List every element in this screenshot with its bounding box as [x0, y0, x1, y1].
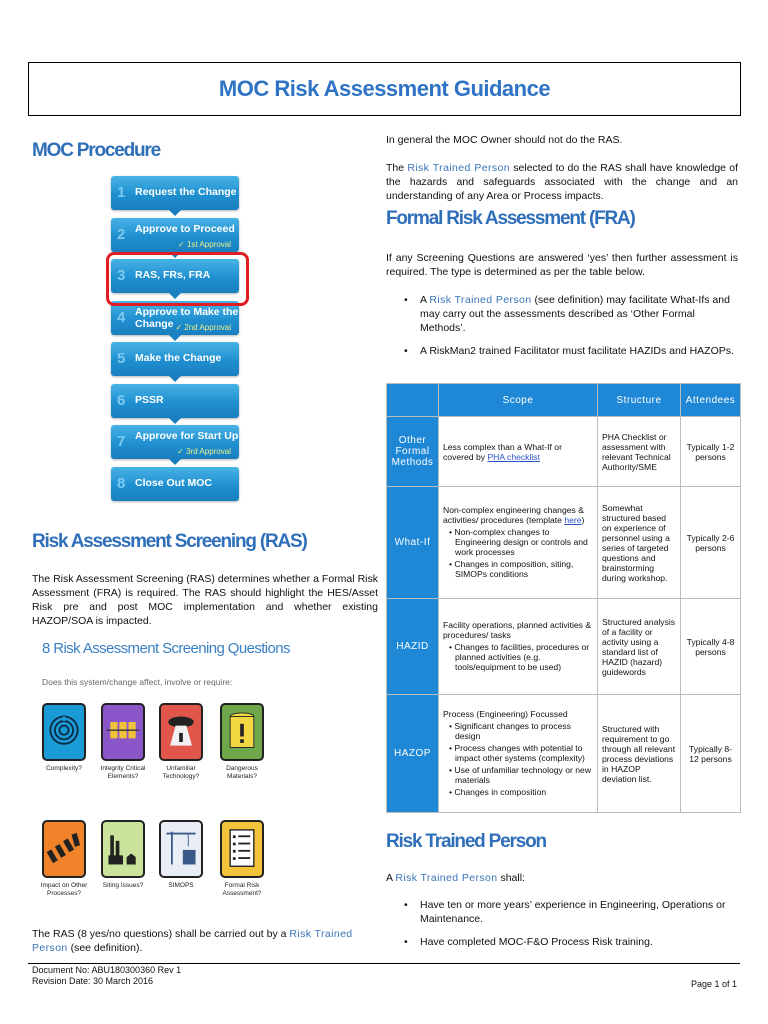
header-attendees: Attendees	[681, 384, 741, 417]
dominoes-icon	[42, 820, 86, 878]
risk-trained-person-ref: Risk Trained Person	[429, 294, 532, 306]
crane-icon	[159, 820, 203, 878]
rtp-intro	[386, 161, 738, 203]
title-box	[28, 62, 741, 116]
step-approval: ✓ 2nd Approval	[175, 322, 231, 332]
moc-flowchart	[111, 176, 239, 508]
factory-icon	[101, 820, 145, 878]
header-scope: Scope	[439, 384, 598, 417]
step-number: 8	[117, 474, 126, 492]
fra-description: If any Screening Questions are answered ‘yes’ then further assessment is required. The type is determined as per the table below.	[386, 252, 738, 278]
table-row	[387, 695, 741, 813]
footer-page: Page 1 of 1	[691, 979, 738, 989]
maze-icon	[42, 703, 86, 761]
rtp-requirement: • Have completed MOC-F&O Process Risk training.	[402, 935, 738, 949]
current-step-highlight	[106, 252, 249, 306]
ras-bottom-text	[32, 927, 378, 955]
table-row	[387, 487, 741, 599]
row-attendees: Typically 2-6 persons	[681, 487, 741, 599]
step-number: 7	[117, 433, 126, 450]
step-label: PSSR	[135, 393, 164, 406]
row-scope	[439, 487, 598, 599]
header-structure: Structure	[598, 384, 681, 417]
fra-heading: Formal Risk Assessment (FRA)	[386, 208, 635, 229]
ras-bottom-pre: The RAS (8 yes/no questions) shall be carried out by a	[32, 928, 287, 940]
flow-step-7	[111, 425, 239, 459]
question-label: Formal Risk Assessment?	[222, 882, 262, 897]
scope-item: • Non-complex changes to Engineering design or controls and work processes	[449, 527, 593, 557]
question-label: SIMOPS	[168, 882, 194, 889]
checklist-icon	[220, 820, 264, 878]
scope-text-post: )	[581, 514, 585, 525]
question-technology	[150, 703, 212, 781]
risk-trained-person-ref: Risk Trained Person	[407, 162, 511, 174]
table-row	[387, 417, 741, 487]
scope-item: • Significant changes to process design	[449, 721, 593, 741]
fra-b1-pre: A	[420, 294, 427, 306]
row-method: HAZID	[387, 599, 439, 695]
question-impact	[33, 820, 95, 898]
question-complexity	[33, 703, 95, 773]
scope-text: Non-complex engineering changes & activities/ procedures (template	[443, 504, 584, 525]
step-label: Approve to Proceed	[135, 222, 235, 235]
flow-step-1	[111, 176, 239, 210]
scope-item: • Changes in composition, siting, SIMOPs conditions	[449, 559, 593, 579]
step-label: Approve to Make the Change	[135, 305, 239, 330]
screening-questions-subtitle: Does this system/change affect, involve or require:	[42, 677, 233, 687]
row-structure: PHA Checklist or assessment with relevant Technical Authority/SME	[598, 417, 681, 487]
row-scope	[439, 599, 598, 695]
step-number: 3	[117, 267, 126, 284]
row-structure: Somewhat structured based on experience of personnel using a series of targeted questions and brainstorming during workshop.	[598, 487, 681, 599]
scope-text: Facility operations, planned activities & procedures/ tasks	[443, 619, 592, 640]
page-title: MOC Risk Assessment Guidance	[218, 76, 551, 101]
step-approval: ✓ 3rd Approval	[177, 447, 231, 456]
scope-item: • Use of unfamiliar technology or new materials	[449, 765, 593, 785]
row-method: HAZOP	[387, 695, 439, 813]
step-number: 4	[117, 308, 126, 326]
template-here-link[interactable]: here	[564, 514, 582, 525]
question-integrity	[92, 703, 154, 781]
question-siting	[92, 820, 154, 890]
question-materials	[211, 703, 273, 781]
fra-bullet-1	[402, 293, 738, 335]
scope-list	[443, 527, 593, 579]
ras-description: The Risk Assessment Screening (RAS) determines whether a Formal Risk Assessment (FRA) is required. The RAS should highlight the HES/Asset Risk pre and post MOC implementation and whether existing HAZOP/SOA is impacted.	[32, 573, 378, 627]
step-label: RAS, FRs, FRA	[135, 269, 211, 281]
scope-item: • Changes in composition	[449, 787, 593, 797]
row-scope	[439, 695, 598, 813]
step-label: Make the Change	[135, 352, 222, 364]
step-number: 6	[117, 391, 126, 409]
scope-list	[443, 642, 593, 672]
row-attendees: Typically 1-2 persons	[681, 417, 741, 487]
rtp-def-pre: A	[386, 872, 393, 884]
screening-questions-title: 8 Risk Assessment Screening Questions	[42, 640, 290, 657]
scope-text: Less complex than a What-If or covered by	[443, 441, 562, 462]
flow-step-6	[111, 384, 239, 418]
row-method: Other Formal Methods	[387, 417, 439, 487]
step-number: 1	[117, 184, 126, 201]
footer-doc-no: Document No: ABU180300360 Rev 1	[32, 965, 182, 975]
rtp-definition	[386, 871, 738, 885]
step-approval: ✓ 1st Approval	[178, 239, 231, 249]
rtp-heading: Risk Trained Person	[386, 831, 546, 852]
question-label: Integrity Critical Elements?	[100, 765, 146, 780]
fra-bullets	[402, 293, 738, 367]
fra-b1-post: (see definition) may facilitate What-Ifs and may carry out the assessments described as ‘Other Formal Methods’.	[420, 294, 730, 334]
question-label: Unfamiliar Technology?	[162, 765, 200, 780]
risk-trained-person-ref: Risk Trained Person	[395, 872, 498, 884]
step-label: Approve for Start Up	[135, 430, 239, 442]
rtp-requirement: • Have ten or more years’ experience in Engineering, Operations or Maintenance.	[402, 898, 738, 926]
flow-step-5	[111, 342, 239, 376]
drum-icon	[220, 703, 264, 761]
rtp-pre: The	[386, 162, 405, 174]
footer-revision-date: Revision Date: 30 March 2016	[32, 976, 154, 986]
table-header-row	[387, 384, 741, 417]
question-fra	[211, 820, 273, 898]
row-structure: Structured analysis of a facility or activity using a standard list of HAZID (hazard) guidewords	[598, 599, 681, 695]
step-label: Close Out MOC	[135, 476, 213, 489]
ras-heading: Risk Assessment Screening (RAS)	[32, 531, 307, 552]
rtp-def-post: shall:	[500, 872, 525, 884]
moc-procedure-heading: MOC Procedure	[32, 140, 160, 161]
rtp-requirements	[402, 898, 738, 958]
question-simops	[150, 820, 212, 890]
risk-trained-person-ref: Risk Trained Person	[32, 928, 353, 954]
row-attendees: Typically 8-12 persons	[681, 695, 741, 813]
pha-checklist-link[interactable]: PHA checklist	[487, 451, 540, 462]
question-label: Impact on Other Processes?	[40, 882, 88, 897]
ice-icon	[101, 703, 145, 761]
table-corner	[387, 384, 439, 417]
step-number: 5	[117, 350, 126, 367]
row-method: What-If	[387, 487, 439, 599]
footer-divider	[28, 963, 740, 964]
fra-table	[386, 383, 741, 813]
row-attendees: Typically 4-8 persons	[681, 599, 741, 695]
table-row	[387, 599, 741, 695]
intro-text: In general the MOC Owner should not do the RAS.	[386, 134, 623, 146]
ras-bottom-post: (see definition).	[70, 942, 143, 954]
question-label: Siting Issues?	[102, 882, 144, 889]
step-number: 2	[117, 225, 126, 243]
flow-step-8	[111, 467, 239, 501]
fra-bullet-2: • A RiskMan2 trained Facilitator must facilitate HAZIDs and HAZOPs.	[402, 344, 738, 358]
scope-text: Process (Engineering) Focussed	[443, 708, 568, 719]
flow-step-2	[111, 218, 239, 252]
scope-list	[443, 721, 593, 797]
question-label: Dangerous Materials?	[226, 765, 258, 780]
scope-item: • Changes to facilities, procedures or planned activities (e.g. tools/equipment to be used)	[449, 642, 593, 672]
scope-item: • Process changes with potential to impact other systems (complexity)	[449, 743, 593, 763]
row-structure: Structured with requirement to go through all relevant process deviations in HAZOP deviation list.	[598, 695, 681, 813]
row-scope	[439, 417, 598, 487]
rtp-post: selected to do the RAS shall have knowledge of the hazards and safeguards associated with the change and an understanding of any Area or Process impacts.	[386, 162, 738, 202]
question-label: Complexity?	[46, 765, 82, 772]
step-label: Request the Change	[135, 186, 237, 198]
ufo-icon	[159, 703, 203, 761]
